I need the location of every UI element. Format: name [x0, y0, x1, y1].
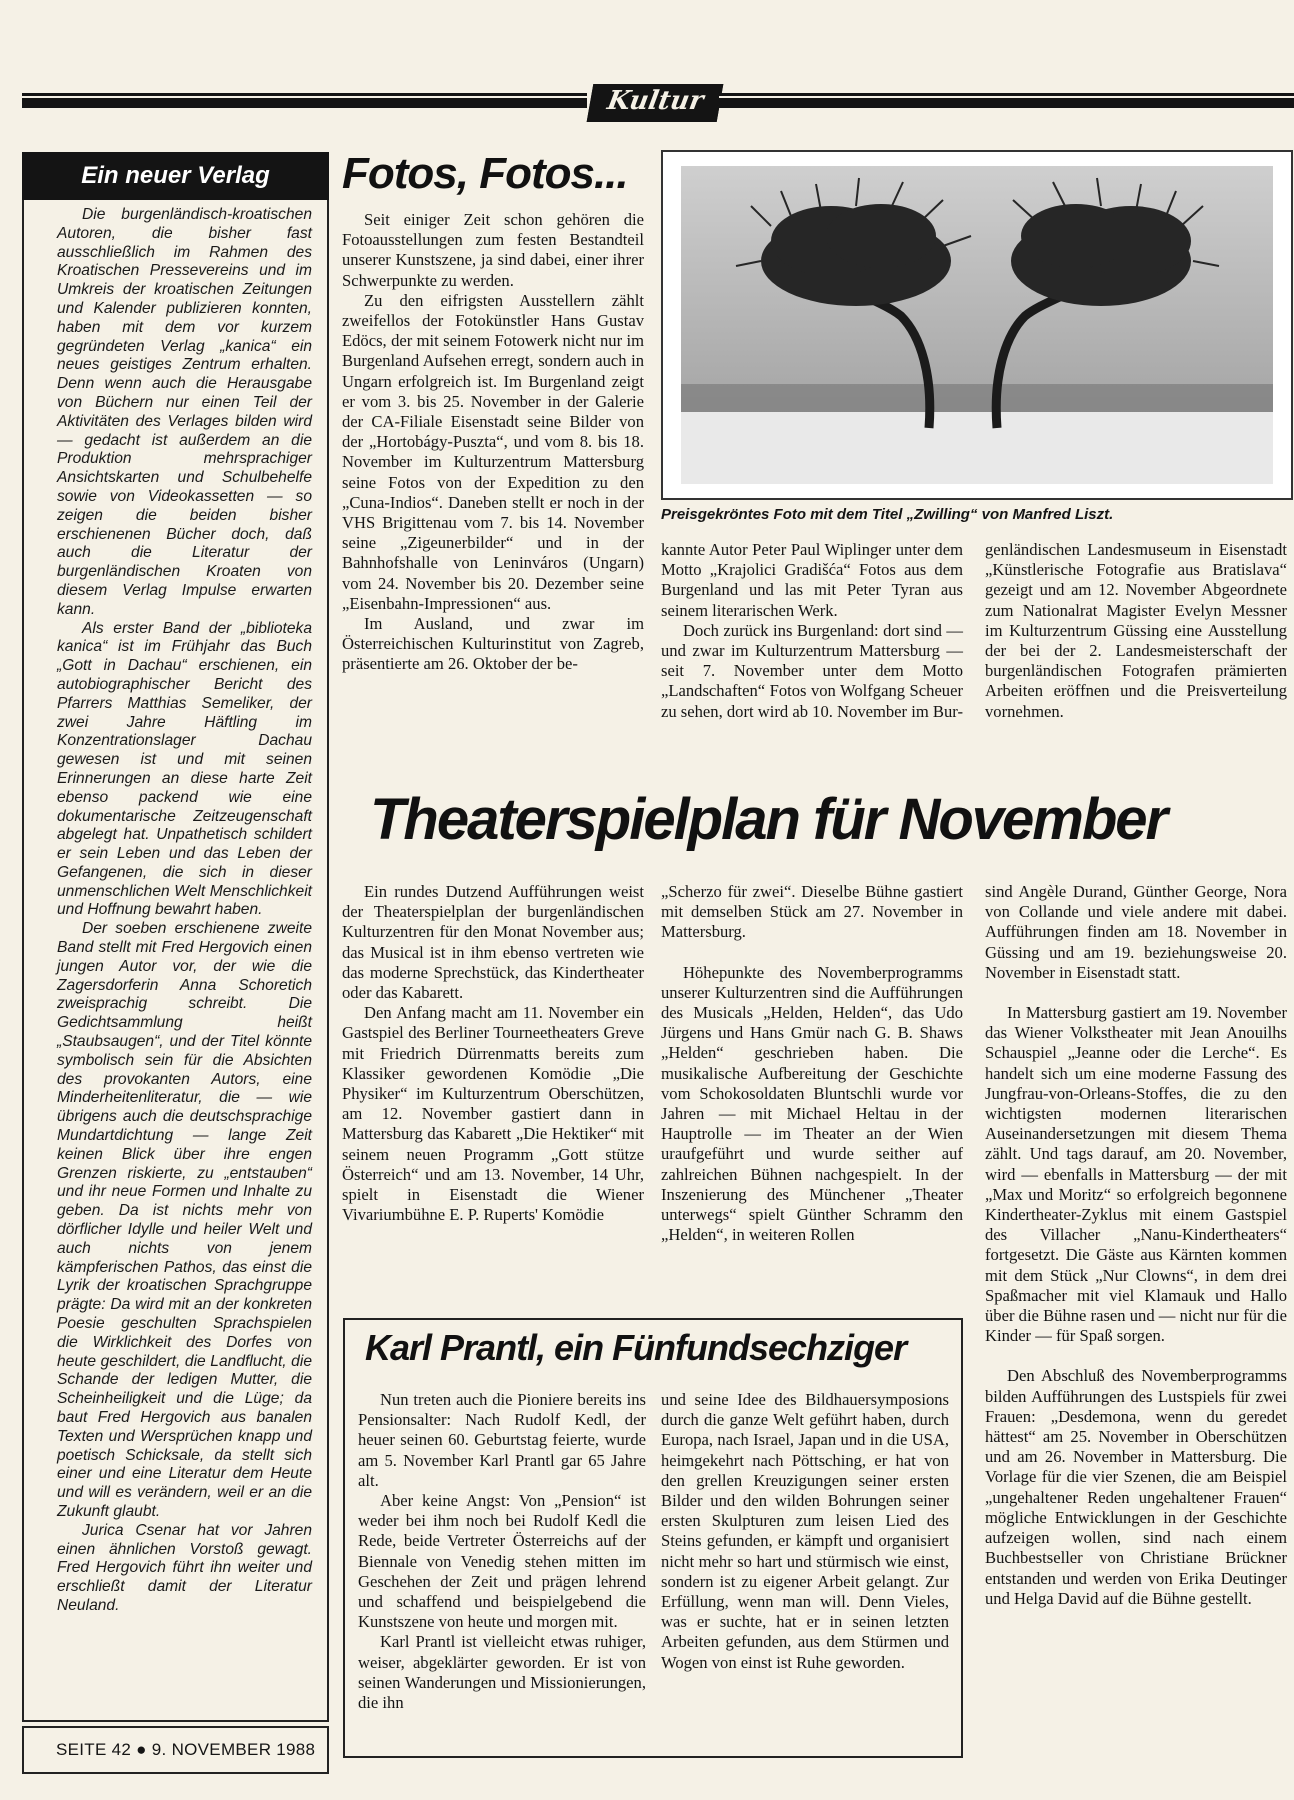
prantl-paragraph: Aber keine Angst: Von „Pension“ ist weder bei ihm noch bei Rudolf Kedl die Rede, beide Vertreter Österreichs auf der Biennale von Venedig stehen mitten im Geschehen der Zeit und prägen lehrend und schaffend und beispielgebend die Kunstszene von heute und morgen mit.	[358, 1491, 646, 1632]
theater-paragraph: „Scherzo für zwei“. Dieselbe Bühne gastiert mit demselben Stück am 27. November in Mattersburg.	[661, 882, 963, 942]
fotos-paragraph: Doch zurück ins Burgenland: dort sind — und zwar im Kulturzentrum Mattersburg — seit 7. November unter dem Motto „Landschaften“ Fotos von Wolfgang Scheuer zu sehen, dort wird ab 10. November im Bur-	[661, 620, 963, 721]
sidebar-title: Ein neuer Verlag	[22, 152, 329, 200]
sidebar-paragraph: Der soeben erschienene zweite Band stellt mit Fred Hergovich einen jungen Autor vor, der wie die Zagersdorferin Anna Schoretich zweisprachig schreibt. Die Gedichtsammlung heißt „Staubsaugen“, und der Titel könnte symbolisch sein für die Absichten des provokanten Autors, eine Minderheitenliteratur, die — wie übrigens auch die deutschsprachige Mundartdichtung — lange Zeit keinen Blick über ihre engen Grenzen riskierte, zu „entstauben“ und ihr neue Formen und Inhalte zu geben. Da ist nichts mehr von dörflicher Idylle und heiler Welt und auch nichts von jenem kämpferischen Pathos, das einst die Lyrik der kroatischen Sprachgruppe prägte: Da wird mit an der konkreten Poesie geschulten Sprachspielen die Wirklichkeit des Dorfes von heute geschildert, die Landflucht, die Schande der ledigen Mutter, die Scheinheiligkeit und die Lüge; da baut Fred Hergovich aus banalen Texten und Wersprüchen knapp und poetisch Schicksale, da stellt sich einer und eine Literatur dem Heute und will es verändern, weil er an die Zukunft glaubt.	[57, 920, 312, 1520]
fotos-paragraph: genländischen Landesmuseum in Eisenstadt „Künstlerische Fotografie aus Bratislava“ gezeigt und am 12. November Abgeordnete zum Nationalrat Magister Evelyn Messner im Kulturzentrum Güssing eine Ausstellung der bei der 2. Landesmeisterschaft der burgenländischen Fotografen prämierten Arbeiten eröffnen und die Preisverteilung vornehmen.	[985, 540, 1287, 721]
fotos-paragraph: kannte Autor Peter Paul Wiplinger unter dem Motto „Krajolici Gradišća“ Fotos aus dem Burgenland und las mit Peter Tyran aus seinem literarischen Werk.	[661, 540, 963, 620]
theater-paragraph: Den Abschluß des Novemberprogramms bilden Aufführungen des Lustspiels für zwei Frauen: „Desdemona, wenn du geredet hättest“ am 25. November in Oberschützen und am 26. November in Mattersburg. Die Vorlage für die vier Szenen, die am Beispiel „ungehaltener Reden ungehaltener Frauen“ mögliche Entwicklungen in der Geschichte aufzeigen wollen, sind nach einem Buchbestseller von Christiane Brückner entstanden und werden von Erika Deutinger und Helga David auf die Bühne gestellt.	[985, 1366, 1287, 1608]
prantl-column-2	[661, 1390, 949, 1673]
theater-column-3	[985, 882, 1287, 1609]
page-footer: SEITE 42 ● 9. NOVEMBER 1988	[22, 1726, 329, 1774]
theater-paragraph: In Mattersburg gastiert am 19. November das Wiener Volkstheater mit Jean Anouilhs Schauspiel „Jeanne oder die Lerche“. Es handelt sich um eine moderne Fassung des Jungfrau-von-Orleans-Stoffes, die zu den wichtigsten modernen literarischen Auseinandersetzungen mit diesem Thema zählt. Und tags darauf, am 20. November, wird — ebenfalls in Mattersburg — der mit „Max und Moritz“ so erfolgreich begonnene Kindertheater-Zyklus mit einem Gastspiel des Villacher „Nanu-Kindertheaters“ fortgesetzt. Die Gäste aus Kärnten kommen mit dem Stück „Nur Clowns“, in dem drei Spaßmacher mit viel Klamauk und Hallo über die Bühne rasen und — nicht nur für die Kinder — für Spaß sorgen.	[985, 1003, 1287, 1346]
theater-paragraph: Ein rundes Dutzend Aufführungen weist der Theaterspielplan der burgenländischen Kulturzentren für den Monat November aus; das Musical ist in ihm ebenso vertreten wie das moderne Sprechstück, das Kindertheater oder das Kabarett.	[342, 882, 644, 1003]
twin-trees-photo	[661, 150, 1293, 500]
prantl-paragraph: Karl Prantl ist vielleicht etwas ruhiger, weiser, abgeklärter geworden. Er ist von seinen Wanderungen und Missionierungen, die ihn	[358, 1632, 646, 1713]
sidebar-paragraph: Jurica Csenar hat vor Jahren einen ähnlichen Vorstoß gewagt. Fred Hergovich führt ihn weiter und erschließt damit der Literatur Neuland.	[57, 1521, 312, 1614]
prantl-column-1	[358, 1390, 646, 1713]
header-rule-right	[719, 93, 1294, 108]
theater-column-2	[661, 882, 963, 1245]
prantl-paragraph: Nun treten auch die Pioniere bereits ins Pensionsalter: Nach Rudolf Kedl, der heuer seinen 60. Geburtstag feierte, wurde am 5. November Karl Prantl gar 65 Jahre alt.	[358, 1390, 646, 1490]
theater-headline: Theaterspielplan für November	[370, 787, 1167, 852]
fotos-column-2	[661, 540, 963, 722]
sidebar-paragraph: Als erster Band der „biblioteka kanica“ ist im Frühjahr das Buch „Gott in Dachau“ erschienen, ein autobiographischer Bericht des Pfarrers Matthias Semeliker, der zwei Jahre Häftling im Konzentrationslager Dachau gewesen ist und mit seinen Erinnerungen an diese harte Zeit ebenso packend wie eine dokumentarische Zeitzeugenschaft abgelegt hat. Unpathetisch schildert er sein Leben und das Leben der Gefangenen, die sich in dieser unmenschlichen Welt Menschlichkeit und Hoffnung bewahrt haben.	[57, 619, 312, 919]
fotos-column-1	[342, 210, 644, 675]
kultur-section-logo: Kultur	[587, 84, 724, 122]
theater-paragraph: Den Anfang macht am 11. November ein Gastspiel des Berliner Tourneetheaters Greve mit Friedrich Dürrenmatts bereits zum Klassiker gewordenen Komödie „Die Physiker“ im Kulturzentrum Oberschützen, am 12. November gastiert dann in Mattersburg das Kabarett „Die Hektiker“ mit seinem neuen Programm „Gott stütze Österreich“ und am 13. November, 14 Uhr, spielt in Eisenstadt die Wiener Vivariumbühne E. P. Ruperts' Komödie	[342, 1003, 644, 1225]
prantl-paragraph: und seine Idee des Bildhauersymposions durch die ganze Welt geführt haben, durch Europa, nach Israel, Japan und in die USA, heimgekehrt nach Pöttsching, er hat von den grellen Kreuzigungen seiner ersten Bilder und den wilden Bohrungen seiner ersten Skulpturen zum leisen Lied des Steins gefunden, er kämpft und organisiert nicht mehr so hart und stürmisch wie einst, sondern ist zu eigener Arbeit gelangt. Zur Erfüllung, wenn man will. Denn Vieles, was er suchte, hat er in seinen letzten Arbeiten gefunden, aus dem Stürmen und Wogen von einst ist Ruhe geworden.	[661, 1390, 949, 1672]
fotos-column-3	[985, 540, 1287, 722]
theater-paragraph: sind Angèle Durand, Günther George, Nora von Collande und viele andere mit dabei. Aufführungen finden am 18. November in Güssing und am 19. beziehungsweise 20. November in Eisenstadt statt.	[985, 882, 1287, 982]
photo-caption: Preisgekröntes Foto mit dem Titel „Zwilling“ von Manfred Liszt.	[661, 506, 1114, 523]
twin-trees-image	[681, 166, 1273, 484]
header-rule-left	[22, 93, 587, 108]
sidebar-article	[57, 206, 312, 1616]
theater-paragraph: Höhepunkte des Novemberprogramms unserer Kulturzentren sind die Aufführungen des Musicals „Helden, Helden“, das Udo Jürgens und Hans Gmür nach G. B. Shaws „Helden“ geschrieben haben. Die musikalische Aufbereitung der Geschichte vom Schokosoldaten Bluntschli wurde vor Jahren — mit Michael Heltau in der Hauptrolle — im Theater an der Wien uraufgeführt und wurde seither auf zahlreichen Bühnen nachgespielt. In der Inszenierung des Münchener „Theater unterwegs“ spielt Günther Schramm den „Helden“, in weiteren Rollen	[661, 962, 963, 1245]
fotos-paragraph: Im Ausland, und zwar im Österreichischen Kulturinstitut von Zagreb, präsentierte am 26. Oktober der be-	[342, 614, 644, 674]
fotos-paragraph: Seit einiger Zeit schon gehören die Fotoausstellungen zum festen Bestandteil unserer Kunstszene, ja sind dabei, einer ihrer Schwerpunkte zu werden.	[342, 210, 644, 290]
sidebar-paragraph: Die burgenländisch-kroatischen Autoren, die bisher fast ausschließlich im Rahmen des Kroatischen Pressevereins und im Umkreis der kroatischen Zeitungen und Kalender publizieren konnten, haben mit dem vor kurzem gegründeten Verlag „kanica“ ein neues geistiges Zentrum erhalten. Denn wenn auch die Herausgabe von Büchern nur einen Teil der Aktivitäten des Verlages bilden wird — gedacht ist außerdem an die Produktion mehrsprachiger Ansichtskarten und Schulbehelfe sowie von Videokassetten — so zeigen die beiden bisher erschienenen Bücher doch, daß auch die Literatur der burgenländischen Kroaten von diesem Verlag Impulse erwarten kann.	[57, 206, 312, 618]
fotos-headline: Fotos, Fotos...	[342, 149, 628, 198]
fotos-paragraph: Zu den eifrigsten Ausstellern zählt zweifellos der Fotokünstler Hans Gustav Edöcs, der mit seinem Fotowerk nicht nur im Burgenland Aufsehen erregt, sondern auch in Ungarn erfolgreich ist. Im Burgenland zeigt er vom 3. bis 25. November in der Galerie der CA-Filiale Eisenstadt seine Bilder von der „Hortobágy-Puszta“, und vom 8. bis 18. November im Kulturzentrum Mattersburg seine Fotos von der Expedition zu den „Cuna-Indios“. Daneben stellt er noch in der VHS Brigittenau vom 7. bis 14. November seine „Zigeunerbilder“ und in der Bahnhofshalle von Leninváros (Ungarn) vom 24. November bis 20. Dezember seine „Eisenbahn-Impressionen“ aus.	[342, 290, 644, 613]
theater-column-1	[342, 882, 644, 1225]
prantl-headline: Karl Prantl, ein Fünfundsechziger	[365, 1327, 907, 1368]
